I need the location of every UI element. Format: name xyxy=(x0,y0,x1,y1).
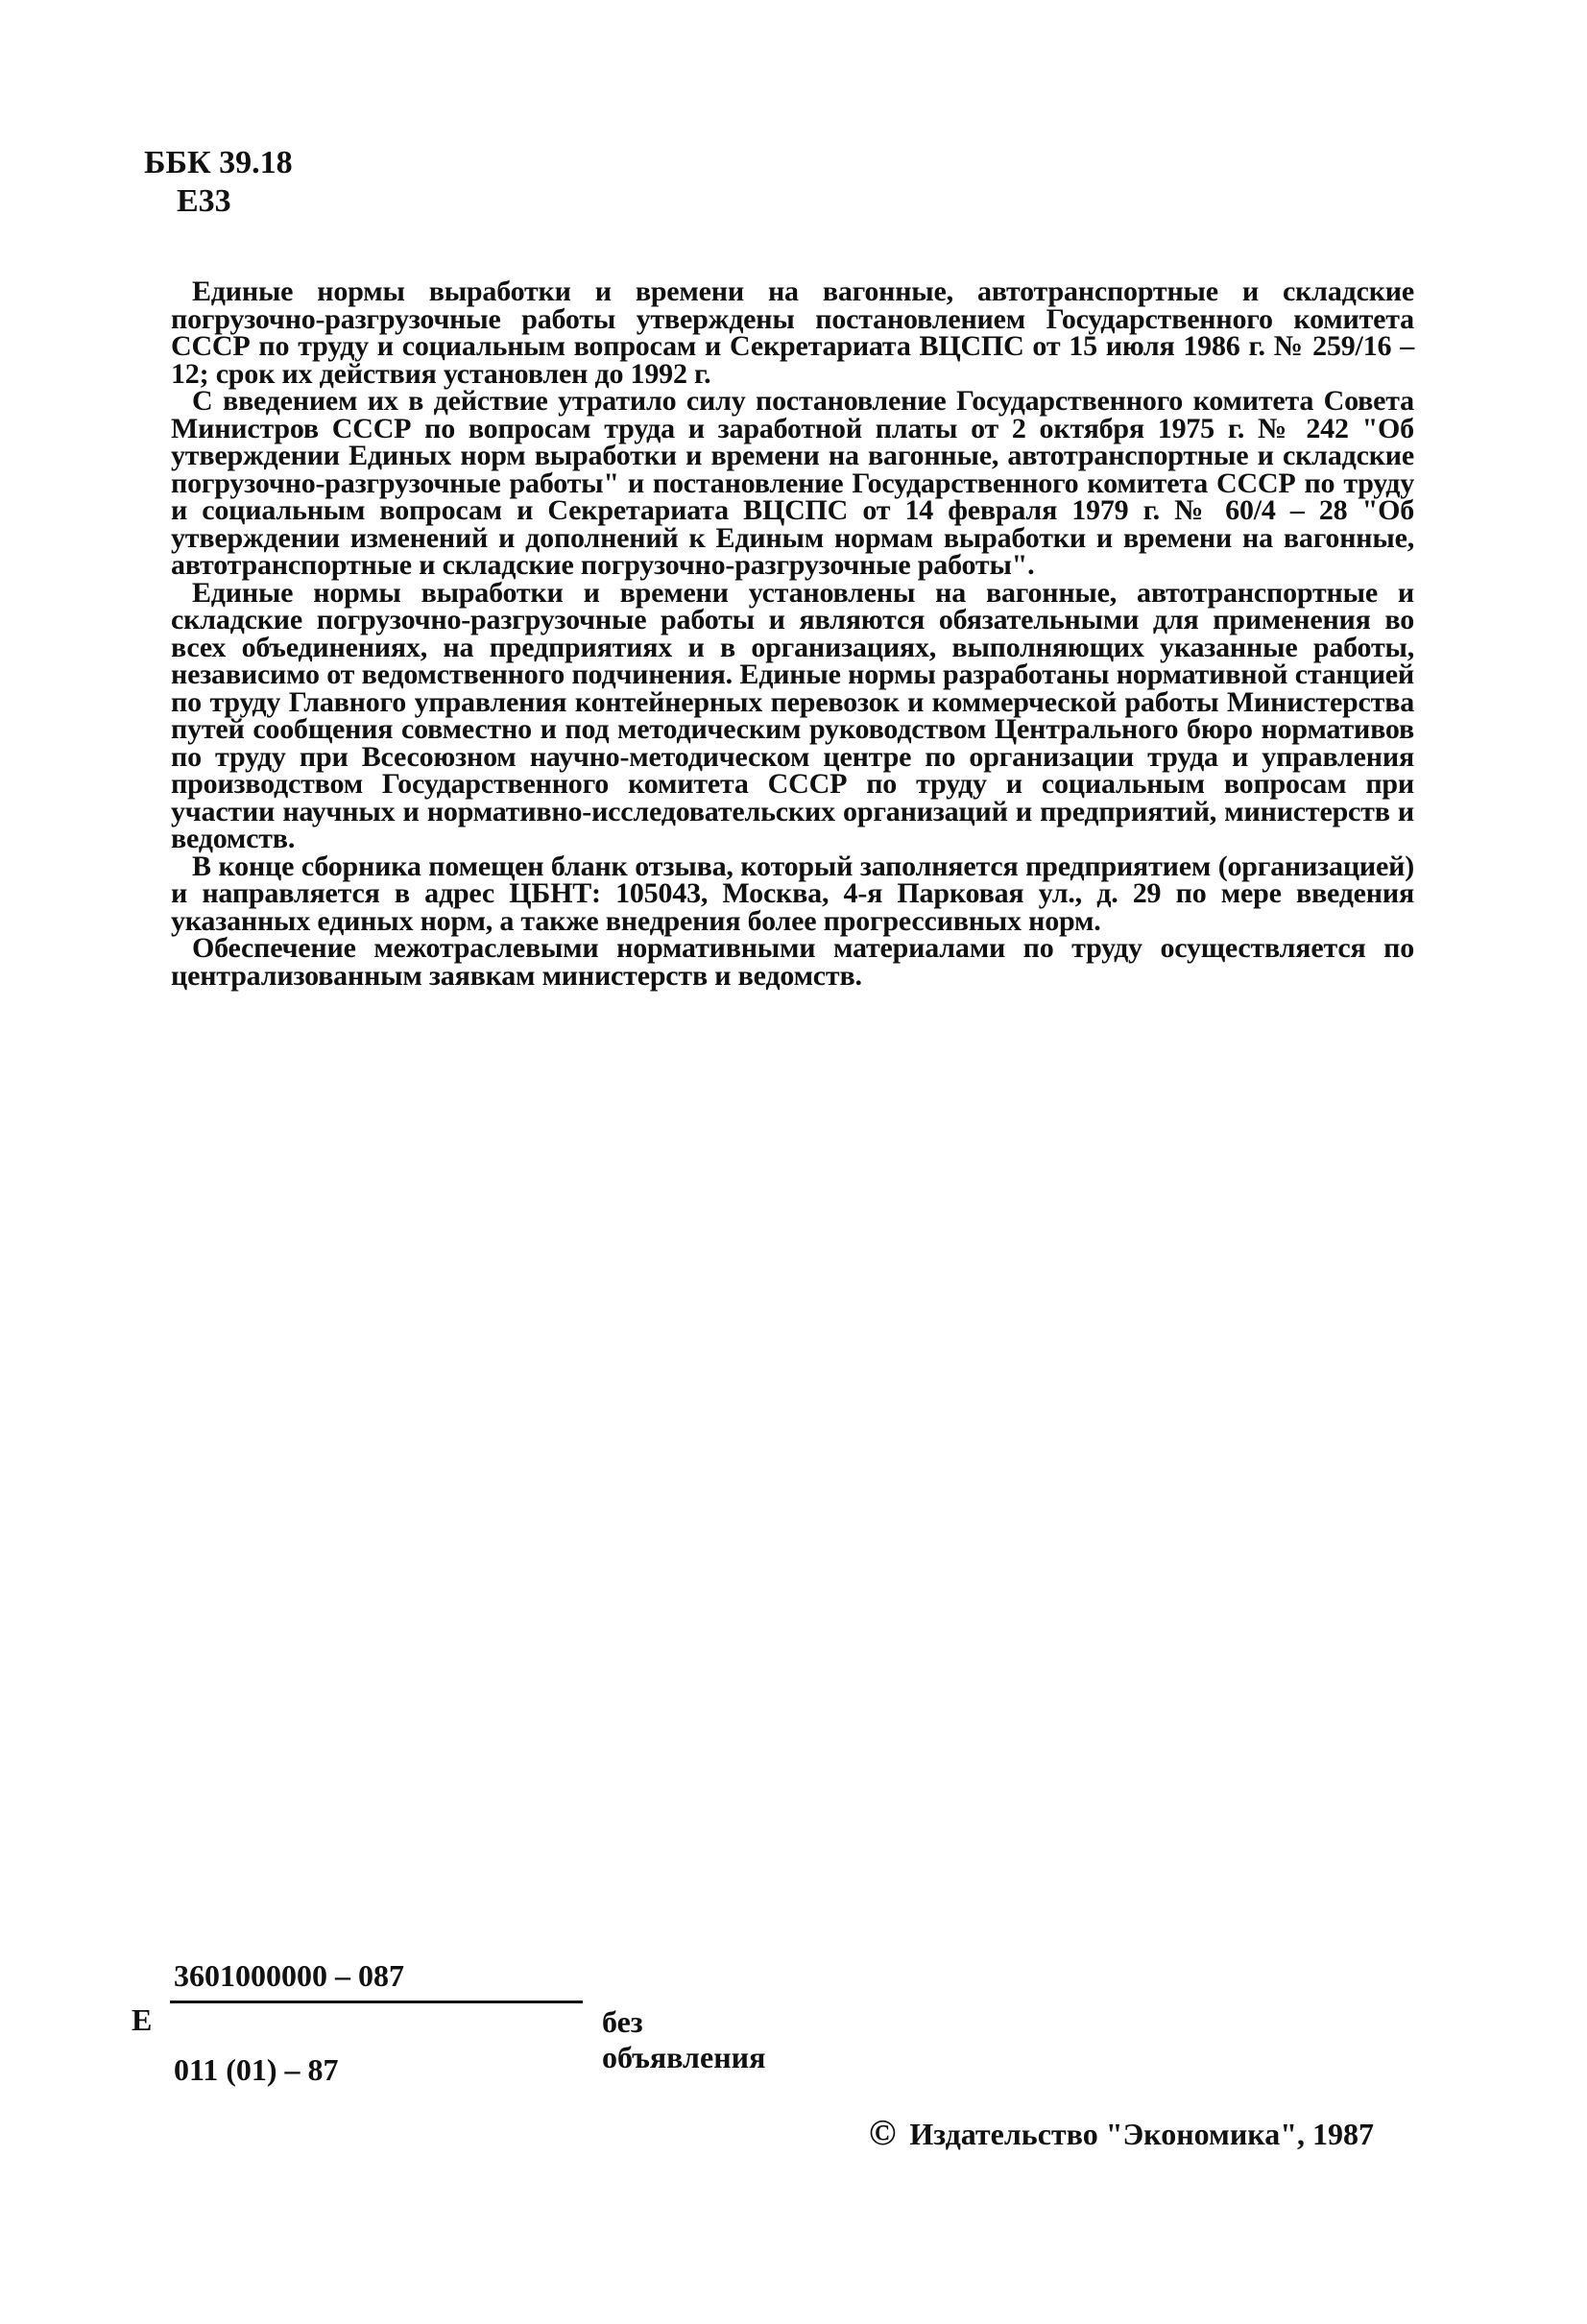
bbk-code: ББК 39.18 xyxy=(144,145,293,180)
paragraph-supply: Обеспечение межотраслевыми нормативными материалами по труду осуществляется по централизованным заявкам министерств и ведомств. xyxy=(171,932,1414,992)
paragraph-approval: Единые нормы выработки и времени на вагонные, автотранспортные и складские погрузочно-разгрузочные работы утверждены постановлением Государственного комитета СССР по труду и социальным вопросам и Секретариата ВЦСПС от 15 июля 1986 г. № 259/16 – 12; срок их действия установлен до 1992 г. xyxy=(171,276,1414,390)
paragraph-scope: Единые нормы выработки и времени установлены на вагонные, автотранспортные и складские погрузочно-разгрузочные работы и являются обязательными для применения во всех объединениях, на предприятиях и в организациях, выполняющих указанные работы, независимо от ведомственного подчинения. Единые нормы разработаны нормативной станцией по труду Главного управления контейнерных перевозок и коммерческой работы Министерства путей сообщения совместно и под методическим руководством Центрального бюро нормативов по труду при Всесоюзном научно-методическом центре по организации труда и управления производством Государственного комитета СССР по труду и социальным вопросам при участии научных и нормативно-исследовательских организаций и предприятий, министерств и ведомств. xyxy=(171,576,1414,854)
imprint-code xyxy=(132,1958,804,2088)
imprint-note: без объявления xyxy=(602,2004,766,2074)
paragraph-superseded: С введением их в действие утратило силу постановление Государственного комитета Совета Министров СССР по вопросам труда и заработной платы от 2 октября 1975 г. № 242 "Об утверждении Единых норм выработки и времени на вагонные, автотранспортные и складские погрузочно-разгрузочные работы" и постановление Государственного комитета СССР по труду и социальным вопросам и Секретариата ВЦСПС от 14 февраля 1979 г. № 60/4 – 28 "Об утверждении изменений и дополнений к Единым нормам выработки и времени на вагонные, автотранспортные и складские погрузочно-разгрузочные работы". xyxy=(171,385,1414,581)
paragraph-feedback: В конце сборника помещен бланк отзыва, который заполняется предприятием (организацией) и направляется в адрес ЦБНТ: 105043, Москва, 4-я Парковая ул., д. 29 по мере введения указанных единых норм, а также внедрения более прогрессивных норм. xyxy=(171,850,1414,937)
copyright-text: Издательство "Экономика", 1987 xyxy=(909,2117,1374,2151)
author-mark: Е33 xyxy=(177,183,231,219)
imprint-numerator: 3601000000 – 087 xyxy=(174,1958,404,1993)
copyright-icon: © xyxy=(869,2113,897,2153)
bbk-classification xyxy=(144,144,293,221)
fraction-line xyxy=(170,2001,583,2003)
imprint-denominator: 011 (01) – 87 xyxy=(174,2052,339,2087)
copyright-line xyxy=(869,2112,1374,2154)
imprint-letter: Е xyxy=(132,2002,153,2037)
annotation-text xyxy=(171,278,1414,990)
